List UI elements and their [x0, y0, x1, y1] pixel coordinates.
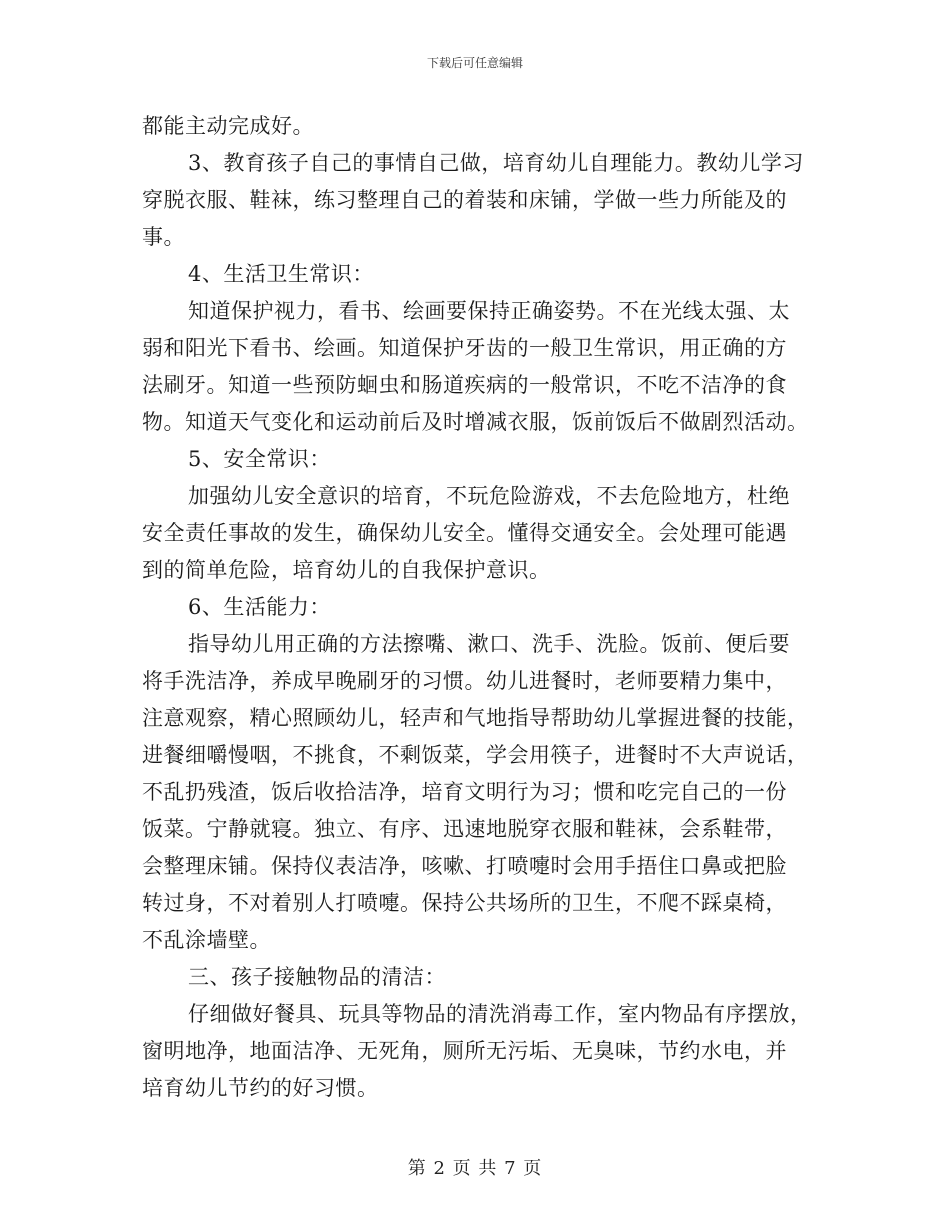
text-line: 加强幼儿安全意识的培育，不玩危险游戏，不去危险地方，杜绝: [188, 484, 790, 508]
text-line: 弱和阳光下看书、绘画。知道保护牙齿的一般卫生常识，用正确的方: [142, 336, 787, 360]
text-line: 窗明地净，地面洁净、无死角，厕所无污垢、无臭味，节约水电，并: [142, 1039, 787, 1063]
text-line: 仔细做好餐具、玩具等物品的清洗消毒工作，室内物品有序摆放，: [188, 1002, 812, 1026]
text-line: 不乱涂墙壁。: [142, 928, 271, 952]
section-heading: 三、孩子接触物品的清洁：: [188, 965, 446, 989]
text-line: 法刷牙。知道一些预防蛔虫和肠道疾病的一般常识，不吃不洁净的食: [142, 373, 787, 397]
text-line: 进餐细嚼慢咽，不挑食，不剩饭菜，学会用筷子，进餐时不大声说话，: [142, 743, 809, 767]
text-line: 物。知道天气变化和运动前后及时增减衣服，饭前饭后不做剧烈活动。: [142, 410, 809, 434]
text-line: 安全责任事故的发生，确保幼儿安全。懂得交通安全。会处理可能遇: [142, 521, 787, 545]
page-header: 下载后可任意编辑: [426, 56, 523, 70]
text-line: 注意观察，精心照顾幼儿，轻声和气地指导帮助幼儿掌握进餐的技能，: [142, 706, 809, 730]
text-line: 会整理床铺。保持仪表洁净，咳嗽、打喷嚏时会用手捂住口鼻或把脸: [142, 854, 787, 878]
section-heading: 6、生活能力：: [188, 595, 331, 619]
text-line: 到的简单危险，培育幼儿的自我保护意识。: [142, 558, 551, 582]
text-line: 转过身，不对着别人打喷嚏。保持公共场所的卫生，不爬不踩桌椅，: [142, 891, 787, 915]
text-line: 3、教育孩子自己的事情自己做，培育幼儿自理能力。教幼儿学习: [188, 151, 804, 175]
section-heading: 5、安全常识：: [188, 447, 331, 471]
section-heading: 4、生活卫生常识：: [188, 262, 374, 286]
document-body: [142, 108, 812, 1107]
text-line: 知道保护视力，看书、绘画要保持正确姿势。不在光线太强、太: [188, 299, 790, 323]
page-footer: 第 2 页 共 7 页: [407, 1158, 543, 1179]
text-line: 将手洗洁净，养成早晚刷牙的习惯。幼儿进餐时，老师要精力集中，: [142, 669, 787, 693]
text-line: 培育幼儿节约的好习惯。: [142, 1076, 379, 1100]
text-line: 事。: [142, 225, 185, 249]
text-line: 都能主动完成好。: [142, 114, 314, 138]
text-line: 饭菜。宁静就寝。独立、有序、迅速地脱穿衣服和鞋袜，会系鞋带，: [142, 817, 787, 841]
text-line: 穿脱衣服、鞋袜，练习整理自己的着装和床铺，学做一些力所能及的: [142, 188, 787, 212]
text-line: 不乱扔残渣，饭后收拾洁净，培育文明行为习；惯和吃完自己的一份: [142, 780, 787, 804]
text-line: 指导幼儿用正确的方法擦嘴、漱口、洗手、洗脸。饭前、便后要: [188, 632, 790, 656]
